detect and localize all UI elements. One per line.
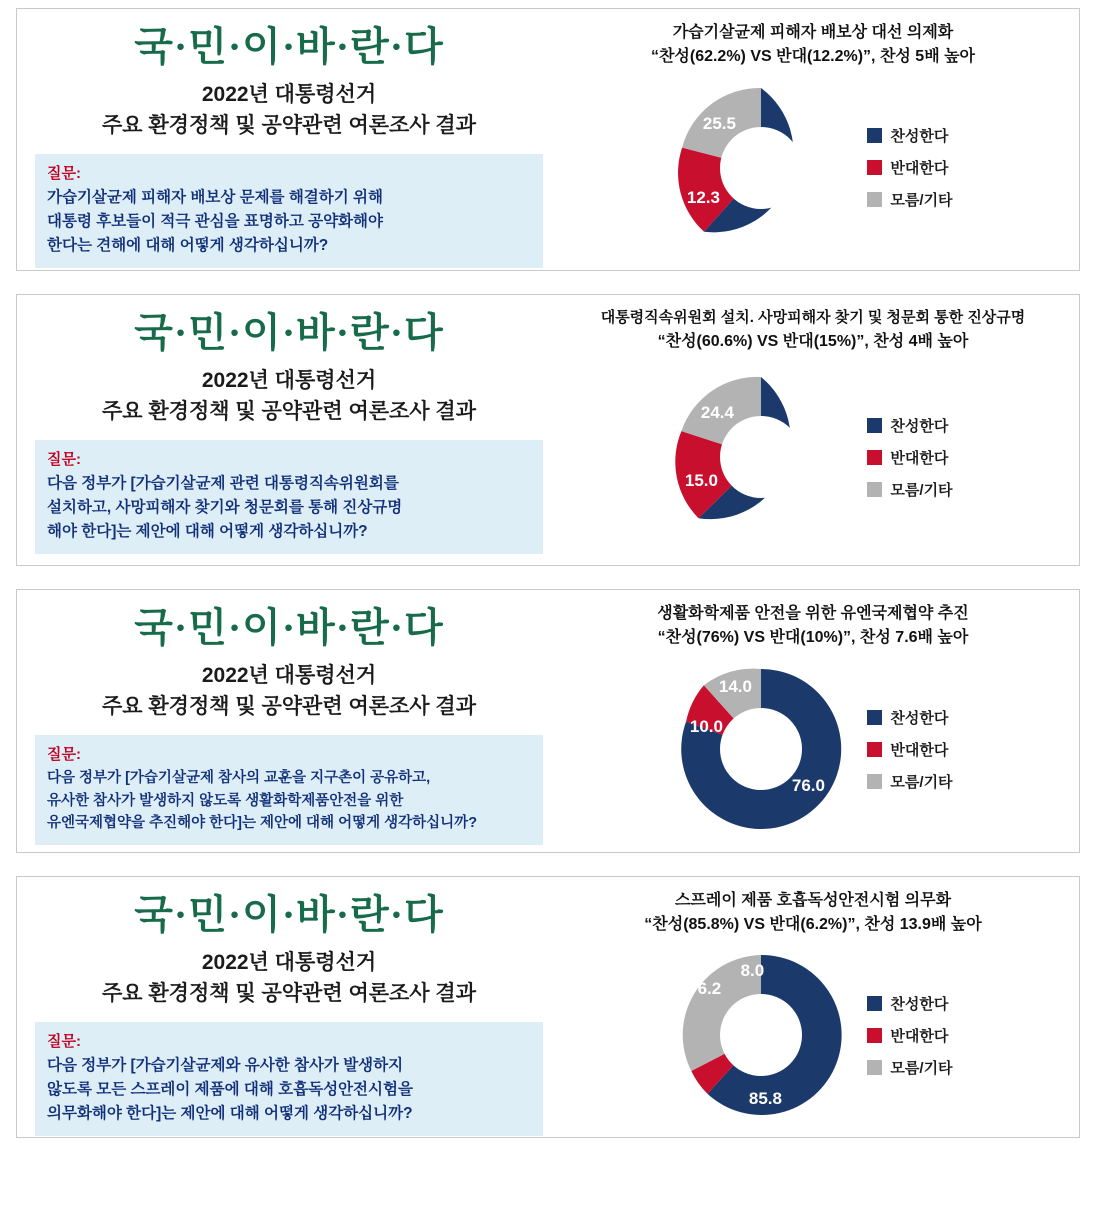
question-label: 질문: <box>47 165 81 183</box>
question-box <box>35 440 543 554</box>
question-line: 의무화해야 한다]는 제안에 대해 어떻게 생각하십니까? <box>47 1105 413 1123</box>
donut-chart <box>673 947 849 1123</box>
chart-title-line-1: 대통령직속위원회 설치. 사망피해자 찾기 및 청문회 통한 진상규명 <box>600 309 1026 326</box>
chart-title <box>557 889 1069 937</box>
legend-item-dontknow <box>867 479 952 500</box>
subtitle-line-2: 주요 환경정책 및 공약관련 여론조사 결과 <box>101 399 477 423</box>
brand-title: 국·민·이·바·란·다 <box>134 605 444 650</box>
card-left-panel <box>17 295 557 565</box>
subtitle-line-2: 주요 환경정책 및 공약관련 여론조사 결과 <box>101 694 477 718</box>
chart-title <box>557 602 1069 650</box>
value-label-disagree: 6.2 <box>697 979 722 998</box>
question-box <box>35 735 543 845</box>
chart-title-line-1: 스프레이 제품 호흡독성안전시험 의무화 <box>674 892 952 909</box>
question-line: 유엔국제협약을 추진해야 한다]는 제안에 대해 어떻게 생각하십니까? <box>47 815 478 832</box>
donut-svg <box>673 369 849 545</box>
question-line: 설치하고, 사망피해자 찾기와 청문회를 통해 진상규명 <box>47 499 403 517</box>
legend-swatch-dontknow <box>867 482 882 497</box>
chart-title-line-1: 생활화학제품 안전을 위한 유엔국제협약 추진 <box>657 605 969 622</box>
legend-item-disagree <box>867 739 952 760</box>
subtitle-line-2: 주요 환경정책 및 공약관련 여론조사 결과 <box>101 981 477 1005</box>
subtitle-line-2: 주요 환경정책 및 공약관련 여론조사 결과 <box>101 113 477 137</box>
legend-item-disagree <box>867 157 952 178</box>
chart-area <box>557 75 1069 260</box>
question-line: 해야 한다]는 제안에 대해 어떻게 생각하십니까? <box>47 523 368 541</box>
legend-swatch-agree <box>867 996 882 1011</box>
legend-label-dontknow: 모름/기타 <box>890 192 953 209</box>
chart-title-line-2: “찬성(76%) VS 반대(10%)”, 찬성 7.6배 높아 <box>657 629 969 646</box>
question-box <box>35 154 543 268</box>
donut-svg <box>673 661 849 837</box>
legend-label-agree: 찬성한다 <box>890 995 949 1013</box>
question-line: 다음 정부가 [가습기살균제와 유사한 참사가 발생하지 <box>47 1057 404 1075</box>
legend-item-disagree <box>867 1025 952 1046</box>
question-label: 질문: <box>47 1033 81 1051</box>
question-text <box>47 472 531 544</box>
poll-card <box>16 8 1080 271</box>
question-line: 않도록 모든 스프레이 제품에 대해 호흡독성안전시험을 <box>47 1081 413 1099</box>
brand-title: 국·민·이·바·란·다 <box>134 24 444 69</box>
subtitle <box>102 80 476 141</box>
legend-label-agree: 찬성한다 <box>890 709 949 727</box>
question-line: 한다는 견해에 대해 어떻게 생각하십니까? <box>47 237 329 255</box>
chart-area <box>557 656 1069 842</box>
donut-hole <box>720 994 802 1076</box>
question-line: 대통령 후보들이 적극 관심을 표명하고 공약화해야 <box>47 213 383 231</box>
subtitle-line-1: 2022년 대통령선거 <box>201 83 377 107</box>
subtitle-line-1: 2022년 대통령선거 <box>201 664 377 688</box>
card-right-panel <box>557 877 1079 1137</box>
question-box <box>35 1022 543 1136</box>
donut-chart <box>673 80 849 256</box>
value-label-disagree: 10.0 <box>689 717 723 736</box>
chart-area <box>557 360 1069 556</box>
value-label-agree: 76.0 <box>791 776 825 795</box>
legend-swatch-dontknow <box>867 192 882 207</box>
value-label-agree: 60.6 <box>787 477 821 497</box>
value-label-dontknow: 14.0 <box>718 677 752 696</box>
poll-card <box>16 876 1080 1138</box>
legend-label-dontknow: 모름/기타 <box>890 481 953 499</box>
legend-swatch-disagree <box>867 1028 882 1043</box>
legend-swatch-agree <box>867 418 882 433</box>
legend-swatch-disagree <box>867 450 882 465</box>
legend-item-agree <box>867 415 952 436</box>
subtitle <box>102 661 476 722</box>
legend-item-agree <box>867 125 952 146</box>
donut-hole <box>720 708 802 790</box>
legend-label-agree: 찬성한다 <box>890 417 949 435</box>
value-label-dontknow: 24.4 <box>700 403 734 423</box>
legend-swatch-agree <box>867 128 882 143</box>
subtitle-line-1: 2022년 대통령선거 <box>201 369 377 393</box>
card-left-panel <box>17 877 557 1137</box>
brand-title: 국·민·이·바·란·다 <box>134 892 444 937</box>
card-left-panel <box>17 9 557 270</box>
chart-title-line-2: “찬성(60.6%) VS 반대(15%)”, 찬성 4배 높아 <box>657 332 969 350</box>
subtitle <box>102 366 476 427</box>
legend-label-disagree: 반대한다 <box>890 160 949 177</box>
donut-svg <box>673 80 849 256</box>
legend-swatch-disagree <box>867 160 882 175</box>
question-text <box>47 767 531 834</box>
donut-chart <box>673 369 849 545</box>
brand-title: 국·민·이·바·란·다 <box>134 310 444 355</box>
legend-label-disagree: 반대한다 <box>890 449 949 467</box>
card-right-panel <box>557 590 1079 852</box>
card-right-panel <box>557 295 1079 565</box>
legend-label-agree: 찬성한다 <box>890 128 949 145</box>
chart-title-line-2: “찬성(62.2%) VS 반대(12.2%)”, 찬성 5배 높아 <box>650 48 976 65</box>
question-label: 질문: <box>47 451 81 469</box>
value-label-dontknow: 8.0 <box>740 961 765 980</box>
value-label-disagree: 12.3 <box>686 187 720 207</box>
question-line: 다음 정부가 [가습기살균제 관련 대통령직속위원회를 <box>47 475 399 493</box>
chart-legend <box>867 993 952 1078</box>
question-line: 가습기살균제 피해자 배보상 문제를 해결하기 위해 <box>47 189 383 207</box>
legend-item-dontknow <box>867 1057 952 1078</box>
question-text <box>47 1054 531 1126</box>
legend-swatch-agree <box>867 710 882 725</box>
poll-card <box>16 589 1080 853</box>
legend-label-disagree: 반대한다 <box>890 1027 949 1045</box>
chart-legend <box>867 707 952 792</box>
chart-title-line-2: “찬성(85.8%) VS 반대(6.2%)”, 찬성 13.9배 높아 <box>644 916 982 933</box>
legend-swatch-dontknow <box>867 1060 882 1075</box>
question-line: 다음 정부가 [가습기살균제 참사의 교훈을 지구촌이 공유하고, <box>47 770 431 787</box>
legend-label-disagree: 반대한다 <box>890 741 949 759</box>
chart-title <box>557 21 1069 69</box>
question-label: 질문: <box>47 746 81 764</box>
chart-area <box>557 943 1069 1127</box>
question-text <box>47 186 531 258</box>
legend-item-agree <box>867 707 952 728</box>
subtitle <box>102 948 476 1009</box>
legend-item-dontknow <box>867 771 952 792</box>
chart-legend <box>867 415 952 500</box>
chart-title-line-1: 가습기살균제 피해자 배보상 대선 의제화 <box>672 24 954 41</box>
subtitle-line-1: 2022년 대통령선거 <box>201 951 377 975</box>
value-label-agree: 62.2 <box>789 179 823 199</box>
legend-item-agree <box>867 993 952 1014</box>
legend-label-dontknow: 모름/기타 <box>890 1059 953 1077</box>
donut-chart <box>673 661 849 837</box>
card-left-panel <box>17 590 557 852</box>
card-right-panel <box>557 9 1079 270</box>
value-label-dontknow: 25.5 <box>702 113 736 133</box>
chart-legend <box>867 125 952 210</box>
question-line: 유사한 참사가 발생하지 않도록 생활화학제품안전을 위한 <box>47 792 404 809</box>
legend-item-disagree <box>867 447 952 468</box>
poll-card <box>16 294 1080 566</box>
value-label-disagree: 15.0 <box>684 471 718 491</box>
legend-item-dontknow <box>867 189 952 210</box>
legend-swatch-disagree <box>867 742 882 757</box>
value-label-agree: 85.8 <box>748 1089 782 1108</box>
chart-title <box>557 307 1069 354</box>
legend-swatch-dontknow <box>867 774 882 789</box>
legend-label-dontknow: 모름/기타 <box>890 773 953 791</box>
